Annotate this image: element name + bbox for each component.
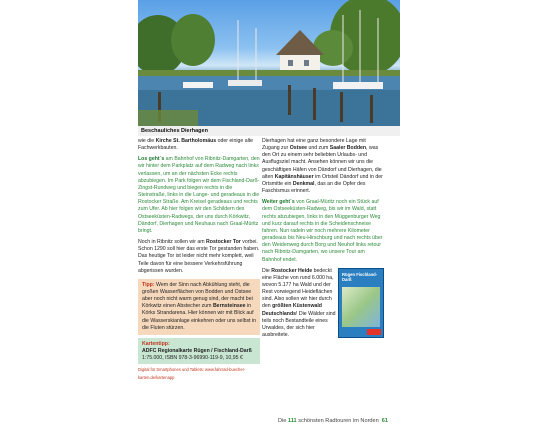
paragraph: wie die Kirche St. Bartholomäus oder einige alte Fachwerkbauten. [138,138,254,152]
digital-note[interactable]: Digital für Smartphones und Tablets: www.fahrrad-buecher-karten.de/kartenapp [138,367,246,380]
heide-section [262,268,384,340]
map-cover-image: Rügen Fischland-Darß [338,268,384,338]
harbor-illustration [138,0,400,126]
harbor-photo [138,0,400,126]
page-footer: Die 111 schönsten Radtouren im Norden 61 [278,418,388,424]
map-thumbnail [342,287,380,327]
page-number: 61 [381,418,388,424]
paragraph: Die Rostocker Heide bedeckt eine Fläche von rund 6.000 ha, wovon 5.177 ha Wald und der Rest vorwiegend Heideflächen sind. Also sollen wir hier durch den größten Küstenwald Deutschlands! Die Wälder sind teils noch Bestandteile eines Urwaldes, der sich hier ausbreitete. [262,267,336,339]
map-badge [367,329,381,335]
kartentipp-box: Kartentipp: ADFC Regionalkarte Rügen / Fischland-Darß 1:75.000, ISBN 978-3-96990-119-9, 10,95 € [138,338,260,364]
route-paragraph: Weiter geht´s von Graal-Müritz noch ein Stück auf dem Ostseeküsten-Radweg, bis wir im Wald, statt rechts abzubiegen, links in den Müggenburger Weg und kurz darauf rechts in die Scheidenschneise fahren. Nun radeln wir noch mehrere Kilometer geradeaus bis Neu-Hirschburg und nach rechts über den Weidenweg durch Borg und Neuhof links retour nach Ribnitz-Damgarten, wo unsere Tour am Bahnhof endet. [262,199,383,263]
tip-box: Tipp: Wem der Sinn nach Abkühlung steht, die großen Wasserflächen von Bodden und Ostsee aber noch nicht warm genug sind, der macht bei Körkwitz einen Abstecher zum Bernsteinsee in Körks Strandarena. Hier können wir mit Blick auf die Wasserskianlage einkehren oder uns selbst in die Fluten stürzen. [138,279,260,335]
photo-caption: Beschauliches Dierhagen [138,126,400,136]
route-paragraph: Los geht´s am Bahnhof von Ribnitz-Damgarten, den wir hinter dem Parkplatz auf dem Radweg nach links verlassen, um an der nächsten Ecke rechts abzubiegen. Im Park folgen wir dem Fischland-Darß-Zingst-Rundweg und biegen rechts in die Steinstraße, links in die Lange- und geradeaus in die Rostocker Straße. Am Kreisel geradeaus und rechts zum Ufer. Ab hier folgen wir den Schildern des Ostseeküsten-Radwegs, der uns durch Körkwitz, Dändorf, Dierhagen und Neuhaus nach Graal-Müritz bringt. [138,156,260,234]
text-column-right [262,138,384,339]
paragraph: Dierhagen hat eine ganz besondere Lage mit Zugang zur Ostsee und zum Saaler Bodden, was den Ort zu einem sehr beliebten Urlaubs- und Ausflugsziel macht. Ansehen können wir uns die geschäftigen Häfen von Dändorf und Dierhagen, die alten Kapitänshäuser im Ortsteil Dändorf und in der Ortsmitte ein Denkmal, das an die Opfer des Faschismus erinnert. [262,138,383,195]
paragraph: Noch in Ribnitz sollen wir am Rostocker Tor vorbei. Schon 1290 soll hier das erste Tor gestanden haben. Das heutige Tor ist leider nicht mehr komplett, weil Teile davon für eine bessere Verkehrsführung abgerissen wurden. [138,239,260,274]
text-column-left [138,138,260,381]
